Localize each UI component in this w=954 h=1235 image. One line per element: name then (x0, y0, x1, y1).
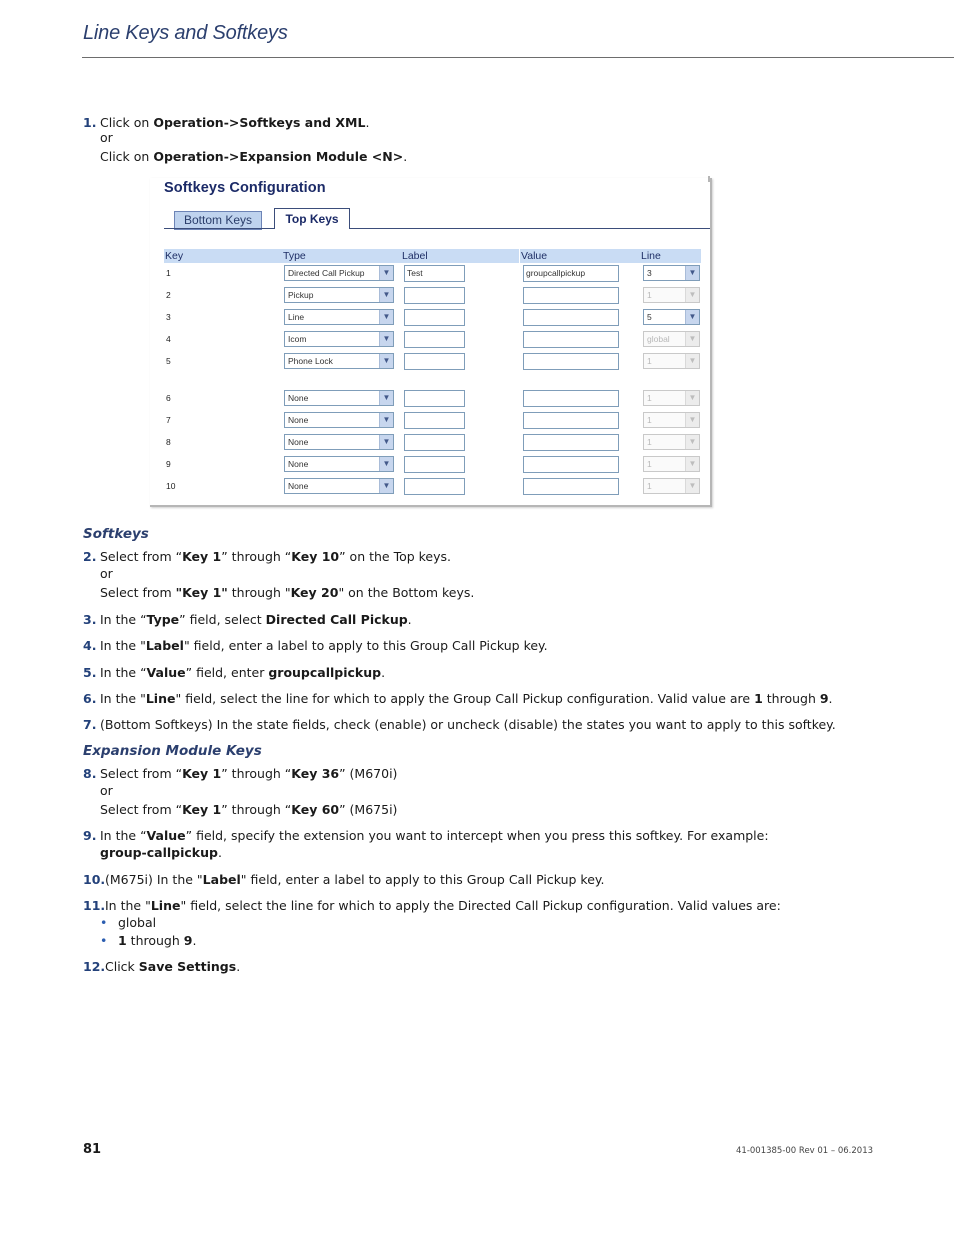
type-select[interactable]: None ▼ (284, 456, 394, 472)
type-select[interactable]: None ▼ (284, 434, 394, 450)
chevron-down-icon[interactable]: ▼ (379, 332, 393, 346)
step-number: 7. (83, 717, 97, 732)
step-text: In the “Value” field, enter groupcallpickup. (100, 665, 386, 680)
step-text: Select from “Key 1” through “Key 10” on the Top keys. (100, 549, 452, 564)
key-number: 3 (166, 312, 171, 322)
table-row (150, 456, 710, 476)
step-number: 8. (83, 766, 97, 781)
label-field[interactable] (404, 353, 465, 370)
chevron-down-icon[interactable]: ▼ (379, 354, 393, 368)
step-4 (83, 637, 548, 654)
value-field[interactable] (523, 456, 619, 473)
softkeys-configuration-screenshot (150, 178, 712, 507)
type-select[interactable]: None ▼ (284, 478, 394, 494)
value-field[interactable]: groupcallpickup (523, 265, 619, 282)
value-field[interactable] (523, 353, 619, 370)
label-field[interactable] (404, 434, 465, 451)
line-select[interactable]: global ▼ (643, 331, 700, 347)
key-number: 4 (166, 334, 171, 344)
column-header-type: Type (282, 249, 401, 263)
list-item: • global (100, 915, 157, 930)
label-field[interactable] (404, 331, 465, 348)
label-field[interactable] (404, 309, 465, 326)
label-field[interactable] (404, 412, 465, 429)
line-select[interactable]: 1 ▼ (643, 412, 700, 428)
label-field[interactable] (404, 390, 465, 407)
step-6 (83, 690, 833, 707)
step-9 (83, 827, 96, 844)
line-select[interactable]: 1 ▼ (643, 353, 700, 369)
line-select[interactable]: 5 ▼ (643, 309, 700, 325)
chevron-down-icon[interactable]: ▼ (379, 479, 393, 493)
step-number: 10. (83, 872, 106, 887)
tab-bottom-keys[interactable]: Bottom Keys (174, 211, 262, 230)
value-field[interactable] (523, 309, 619, 326)
label-field[interactable]: Test (404, 265, 465, 282)
value-field[interactable] (523, 331, 619, 348)
bullet-icon: • (100, 915, 108, 930)
key-number: 2 (166, 290, 171, 300)
chevron-down-icon[interactable]: ▼ (379, 266, 393, 280)
value-field[interactable] (523, 412, 619, 429)
table-row (150, 287, 710, 307)
section-heading-softkeys: Softkeys (83, 526, 149, 542)
or-text: or (100, 130, 113, 145)
step-3 (83, 611, 412, 628)
config-title: Softkeys Configuration (164, 180, 326, 196)
step-number: 5. (83, 665, 97, 680)
value-field[interactable] (523, 390, 619, 407)
header-rule (82, 57, 954, 58)
step-number: 11. (83, 898, 106, 913)
step-8-alt: Select from “Key 1” through “Key 60” (M675i) (100, 802, 398, 817)
step-1 (83, 114, 370, 131)
step-text: Select from “Key 1” through “Key 36” (M670i) (100, 766, 398, 781)
step-2 (83, 548, 452, 565)
step-10 (83, 871, 605, 888)
line-select[interactable]: 1 ▼ (643, 287, 700, 303)
table-row (150, 412, 710, 432)
key-number: 1 (166, 268, 171, 278)
line-select[interactable]: 1 ▼ (643, 478, 700, 494)
key-number: 5 (166, 356, 171, 366)
running-header: Line Keys and Softkeys (83, 22, 288, 44)
step-text: (Bottom Softkeys) In the state fields, check (enable) or uncheck (disable) the states you want to apply to this softkey. (100, 717, 836, 732)
step-text: In the “Type” field, select Directed Call Pickup. (100, 612, 412, 627)
or-text: or (100, 783, 113, 798)
type-select[interactable]: None ▼ (284, 390, 394, 406)
line-select[interactable]: 3 ▼ (643, 265, 700, 281)
chevron-down-icon[interactable]: ▼ (379, 288, 393, 302)
chevron-down-icon[interactable]: ▼ (685, 288, 699, 302)
step-number: 9. (83, 828, 97, 843)
chevron-down-icon[interactable]: ▼ (685, 266, 699, 280)
chevron-down-icon[interactable]: ▼ (379, 435, 393, 449)
chevron-down-icon[interactable]: ▼ (379, 413, 393, 427)
table-row (150, 390, 710, 410)
step-text: In the "Label" field, enter a label to apply to this Group Call Pickup key. (100, 638, 548, 653)
value-field[interactable] (523, 478, 619, 495)
step-7 (83, 716, 836, 733)
list-item: • 1 through 9. (100, 933, 197, 948)
chevron-down-icon[interactable]: ▼ (685, 413, 699, 427)
step-text: In the "Line" field, select the line for which to apply the Directed Call Pickup configuration. Valid values are: (105, 898, 781, 913)
bullet-icon: • (100, 933, 108, 948)
column-header-label: Label (401, 249, 519, 263)
type-select[interactable]: Line ▼ (284, 309, 394, 325)
or-text: or (100, 566, 113, 581)
chevron-down-icon[interactable]: ▼ (379, 457, 393, 471)
step-text: Click on Operation->Softkeys and XML. (100, 115, 370, 130)
table-row (150, 265, 710, 285)
chevron-down-icon[interactable]: ▼ (685, 332, 699, 346)
key-number: 6 (166, 393, 171, 403)
step-5 (83, 664, 386, 681)
value-field[interactable] (523, 287, 619, 304)
table-row (150, 434, 710, 454)
key-number: 10 (166, 481, 176, 491)
type-select[interactable]: Directed Call Pickup ▼ (284, 265, 394, 281)
tab-rule (164, 228, 710, 229)
panel-edge (708, 176, 710, 182)
type-select[interactable]: Pickup ▼ (284, 287, 394, 303)
chevron-down-icon[interactable]: ▼ (685, 435, 699, 449)
column-header-key: Key (164, 249, 282, 263)
chevron-down-icon[interactable]: ▼ (685, 457, 699, 471)
tab-rule-gap (275, 228, 348, 229)
step-12 (83, 958, 241, 975)
step-2-alt: Select from "Key 1" through "Key 20" on the Bottom keys. (100, 585, 475, 600)
chevron-down-icon[interactable]: ▼ (379, 391, 393, 405)
label-field[interactable] (404, 478, 465, 495)
chevron-down-icon[interactable]: ▼ (685, 310, 699, 324)
table-row (150, 331, 710, 351)
chevron-down-icon[interactable]: ▼ (685, 354, 699, 368)
section-heading-expansion-module-keys: Expansion Module Keys (83, 743, 262, 759)
table-row (150, 478, 710, 498)
label-field[interactable] (404, 456, 465, 473)
type-select[interactable]: None ▼ (284, 412, 394, 428)
step-number: 3. (83, 612, 97, 627)
document-revision: 41-001385-00 Rev 01 – 06.2013 (736, 1146, 874, 1156)
step-text: Click Save Settings. (105, 959, 241, 974)
table-row (150, 309, 710, 329)
step-number: 12. (83, 959, 106, 974)
key-number: 8 (166, 437, 171, 447)
column-header-value: Value (520, 249, 640, 263)
page-number: 81 (83, 1142, 102, 1157)
type-select[interactable]: Phone Lock ▼ (284, 353, 394, 369)
step-9-text: In the “Value” field, specify the extension you want to intercept when you press this softkey. For example: group-callpickup. (100, 828, 769, 860)
tab-top-keys[interactable]: Top Keys (274, 208, 350, 229)
step-text: In the "Line" field, select the line for which to apply the Group Call Pickup configuration. Valid value are 1 through 9. (100, 691, 833, 706)
line-select[interactable]: 1 ▼ (643, 390, 700, 406)
line-select[interactable]: 1 ▼ (643, 434, 700, 450)
type-select[interactable]: Icom ▼ (284, 331, 394, 347)
step-1-alt: Click on Operation->Expansion Module <N>. (100, 149, 408, 164)
key-number: 7 (166, 415, 171, 425)
step-number: 2. (83, 549, 97, 564)
step-11 (83, 897, 781, 914)
chevron-down-icon[interactable]: ▼ (379, 310, 393, 324)
column-header-line: Line (640, 249, 701, 263)
label-field[interactable] (404, 287, 465, 304)
step-number: 6. (83, 691, 97, 706)
table-row (150, 353, 710, 373)
chevron-down-icon[interactable]: ▼ (685, 391, 699, 405)
value-field[interactable] (523, 434, 619, 451)
step-number: 4. (83, 638, 97, 653)
step-text: (M675i) In the "Label" field, enter a label to apply to this Group Call Pickup key. (105, 872, 605, 887)
key-number: 9 (166, 459, 171, 469)
step-8 (83, 765, 398, 782)
line-select[interactable]: 1 ▼ (643, 456, 700, 472)
step-number: 1. (83, 115, 97, 130)
chevron-down-icon[interactable]: ▼ (685, 479, 699, 493)
